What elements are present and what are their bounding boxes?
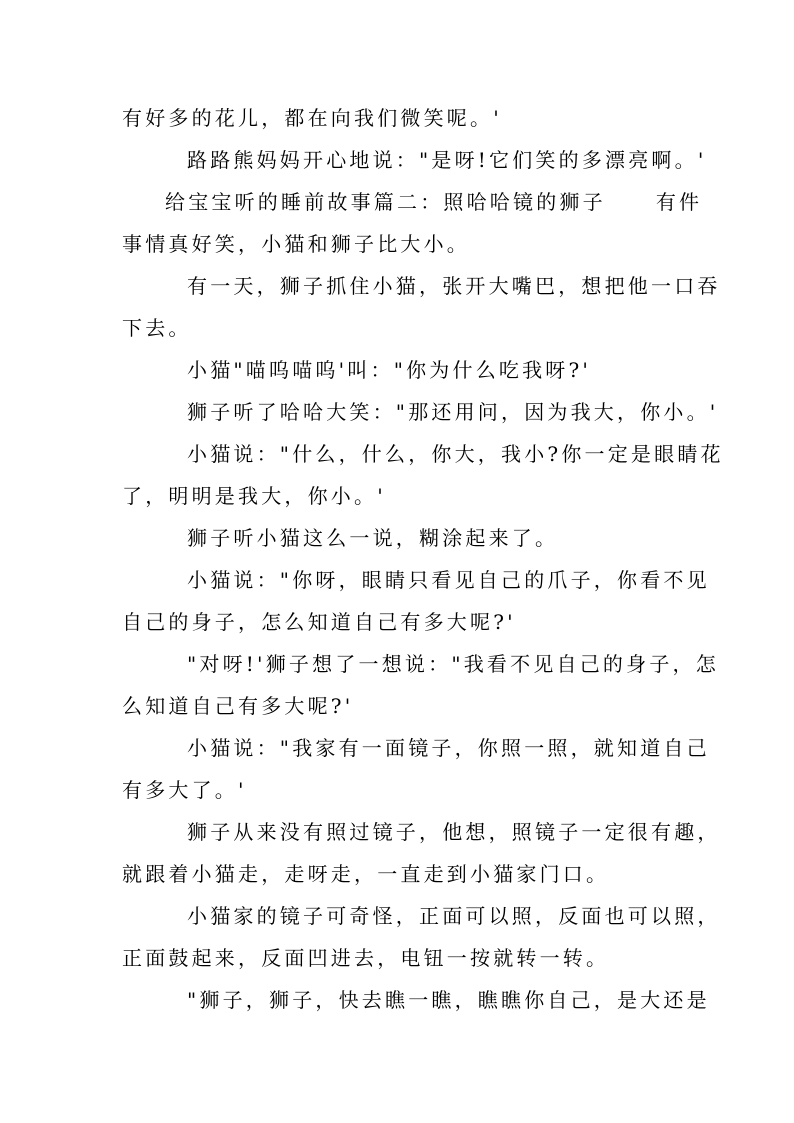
text-line-22: "狮子，狮子，快去瞧一瞧，瞧瞧你自己，是大还是 <box>187 988 710 1012</box>
text-line-18: 狮子从来没有照过镜子，他想，照镜子一定很有趣， <box>187 820 721 844</box>
text-line-7: 小猫"喵呜喵呜'叫："你为什么吃我呀?' <box>187 358 592 382</box>
text-line-9: 小猫说："什么，什么，你大，我小?你一定是眼睛花 <box>187 442 724 466</box>
text-line-19: 就跟着小猫走，走呀走，一直走到小猫家门口。 <box>122 862 610 886</box>
text-line-13: 自己的身子，怎么知道自己有多大呢?' <box>122 610 516 634</box>
text-line-17: 有多大了。' <box>122 778 247 802</box>
text-line-6: 下去。 <box>122 316 192 340</box>
text-line-16: 小猫说："我家有一面镜子，你照一照，就知道自己 <box>187 736 710 760</box>
text-fragment: 有件 <box>655 190 703 214</box>
text-line-2: 路路熊妈妈开心地说："是呀!它们笑的多漂亮啊。' <box>187 148 707 172</box>
section-heading: 给宝宝听的睡前故事篇二：照哈哈镜的狮子 <box>165 190 606 214</box>
text-line-15: 么知道自己有多大呢?' <box>122 694 354 718</box>
text-line-5: 有一天，狮子抓住小猫，张开大嘴巴，想把他一口吞 <box>187 274 721 298</box>
text-line-21: 正面鼓起来，反面凹进去，电钮一按就转一转。 <box>122 946 610 970</box>
text-line-10: 了，明明是我大，你小。' <box>122 484 386 508</box>
text-line-1: 有好多的花儿，都在向我们微笑呢。' <box>122 106 502 130</box>
text-line-8: 狮子听了哈哈大笑："那还用问，因为我大，你小。' <box>187 400 719 424</box>
text-line-11: 狮子听小猫这么一说，糊涂起来了。 <box>187 526 559 550</box>
text-line-4: 事情真好笑，小猫和狮子比大小。 <box>122 232 470 256</box>
text-line-20: 小猫家的镜子可奇怪，正面可以照，反面也可以照， <box>187 904 721 928</box>
text-line-12: 小猫说："你呀，眼睛只看见自己的爪子，你看不见 <box>187 568 710 592</box>
text-line-14: "对呀!'狮子想了一想说："我看不见自己的身子，怎 <box>187 652 719 676</box>
text-line-3 <box>165 188 702 216</box>
